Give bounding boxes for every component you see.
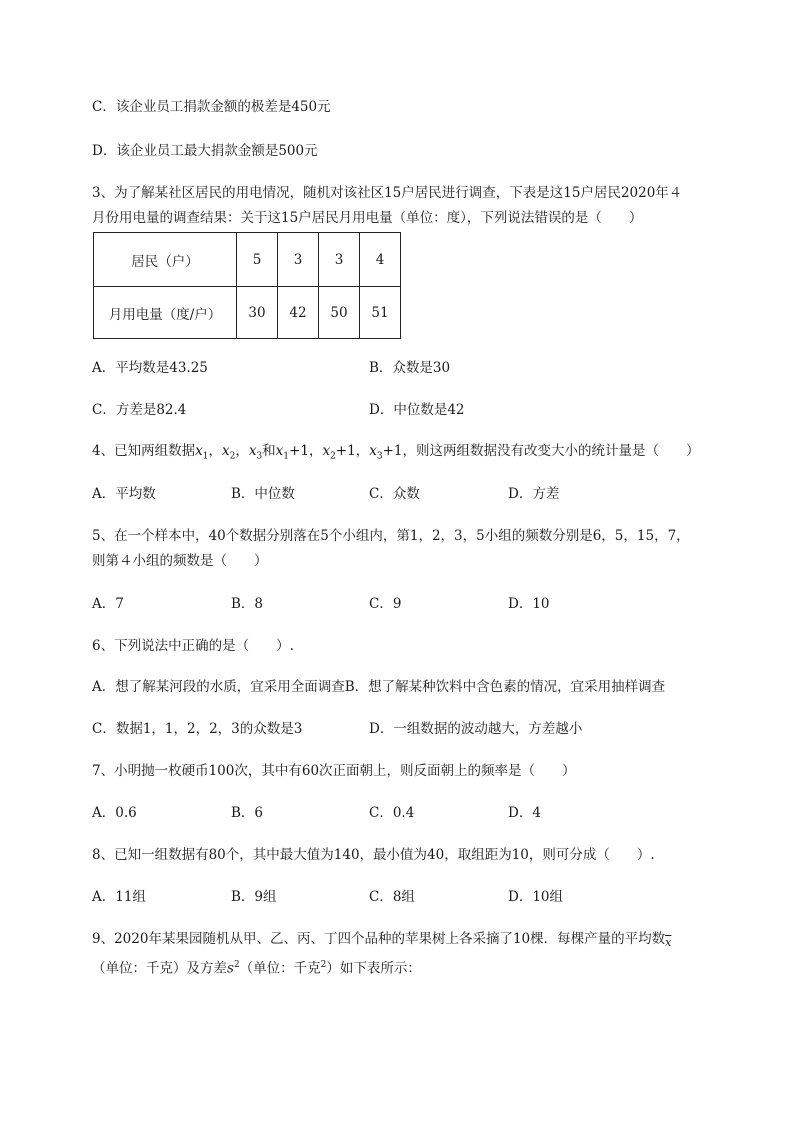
table-cell: 3 <box>278 233 319 287</box>
table-row <box>94 233 401 287</box>
q6-option-d: D．一组数据的波动越大，方差越小 <box>369 721 583 737</box>
q7-option-b: B．6 <box>231 805 264 821</box>
q7-option-a: A．0.6 <box>92 805 137 821</box>
table-cell: 30 <box>237 287 278 339</box>
q4-option-b: B．中位数 <box>231 486 295 502</box>
var-x: x <box>322 443 331 459</box>
var-x: x <box>248 443 257 459</box>
q5-stem-line2: 则第４小组的频数是（ ） <box>92 553 268 569</box>
q4-option-a: A．平均数 <box>92 486 156 502</box>
table-cell: 51 <box>360 287 401 339</box>
q9-stem-line2 <box>92 955 421 979</box>
q8-stem: 8、已知一组数据有80个，其中最大值为140，最小值为40，取组距为10，则可分成（ ）. <box>92 847 655 863</box>
plus-one: +1 <box>382 443 403 459</box>
superscript: 2 <box>320 960 327 970</box>
q5-option-d: D．10 <box>508 596 550 612</box>
subscript: 1 <box>283 451 290 462</box>
q8-option-a: A．11组 <box>92 889 146 905</box>
table-cell: 5 <box>237 233 278 287</box>
q5-option-b: B．8 <box>231 596 264 612</box>
q5-option-a: A．7 <box>92 596 124 612</box>
q6-options-cd <box>92 719 742 739</box>
sep: ， <box>235 443 249 459</box>
sep: ， <box>208 443 222 459</box>
q5-option-c: C．9 <box>369 596 402 612</box>
q2-option-d: D．该企业员工最大捐款金额是500元 <box>92 143 318 159</box>
plus-one: +1 <box>289 443 309 459</box>
q2-option-c: C．该企业员工捐款金额的极差是450元 <box>92 99 331 115</box>
q6-option-ab: A．想了解某河段的水质，宜采用全面调查B．想了解某种饮料中含色素的情况，宜采用抽样调查 <box>92 679 666 695</box>
q3-option-b: B．众数是30 <box>369 360 451 376</box>
table-cell: 50 <box>319 287 360 339</box>
var-x: x <box>195 443 203 459</box>
q3-options-row1 <box>92 358 742 378</box>
sep: ， <box>355 443 370 459</box>
q4-options <box>92 484 742 504</box>
table-cell: 4 <box>360 233 401 287</box>
q9-text: ）如下表所示： <box>326 960 421 977</box>
q9-text: （单位：千克 <box>239 960 321 977</box>
q8-option-c: C．8组 <box>369 889 415 905</box>
q7-options <box>92 803 742 823</box>
q3-options-row2 <box>92 400 742 420</box>
table-row <box>94 287 401 339</box>
q8-option-d: D．10组 <box>508 889 564 905</box>
q3-option-a: A．平均数是43.25 <box>92 360 208 376</box>
q6-stem: 6、下列说法中正确的是（ ）. <box>92 638 294 654</box>
q8-options <box>92 887 742 907</box>
table-cell: 3 <box>319 233 360 287</box>
subscript: 2 <box>229 451 236 462</box>
var-x: x <box>275 443 284 459</box>
subscript: 1 <box>202 451 209 462</box>
q3-electricity-table <box>93 232 401 339</box>
and-word: 和 <box>262 443 276 459</box>
q9-text: 9、2020年某果园随机从甲、乙、丙、丁四个品种的苹果树上各采摘了10棵．每棵产量的平均数 <box>92 931 666 947</box>
q7-option-d: D．4 <box>508 805 541 821</box>
row-label-usage: 月用电量（度/户） <box>94 287 237 339</box>
q6-option-c: C．数据1，1，2，2，3的众数是3 <box>92 721 303 737</box>
q5-options <box>92 594 742 614</box>
q4-stem-prefix: 4、已知两组数据 <box>92 443 196 459</box>
sep: ， <box>308 443 323 459</box>
var-s: s <box>227 960 234 977</box>
q9-text: （单位：千克）及方差 <box>92 960 227 977</box>
q3-option-d: D．中位数是42 <box>369 402 465 418</box>
q4-stem <box>92 441 699 467</box>
q7-stem: 7、小明抛一枚硬币100次，其中有60次正面朝上，则反面朝上的频率是（ ） <box>92 763 576 779</box>
var-x: x <box>369 443 377 459</box>
q9-stem-line1 <box>92 929 671 950</box>
q3-stem-line2: 月份用电量的调查结果：关于这15户居民月用电量（单位：度），下列说法错误的是（ ） <box>92 210 643 226</box>
q8-option-b: B．9组 <box>231 889 277 905</box>
q5-stem-line1: 5、在一个样本中，40个数据分别落在5个小组内，第1，2，3，5小组的频数分别是6，5，15，7， <box>92 528 690 544</box>
var-x: x <box>221 443 230 459</box>
q4-option-d: D．方差 <box>508 486 560 502</box>
plus-one: +1 <box>335 443 356 459</box>
superscript: 2 <box>233 960 240 970</box>
q4-stem-suffix: ，则这两组数据没有改变大小的统计量是（ ） <box>402 443 700 459</box>
subscript: 2 <box>330 451 336 462</box>
subscript: 3 <box>376 451 383 462</box>
table-cell: 42 <box>278 287 319 339</box>
row-label-households: 居民（户） <box>94 233 237 287</box>
x-bar-symbol: $\overline{x}$ <box>665 936 672 949</box>
subscript: 3 <box>256 451 263 462</box>
q7-option-c: C．0.4 <box>369 805 415 821</box>
q4-option-c: C．众数 <box>369 486 420 502</box>
q3-stem-line1: 3、为了解某社区居民的用电情况，随机对该社区15户居民进行调查，下表是这15户居民2020年４ <box>92 185 683 201</box>
q3-option-c: C．方差是82.4 <box>92 402 187 418</box>
